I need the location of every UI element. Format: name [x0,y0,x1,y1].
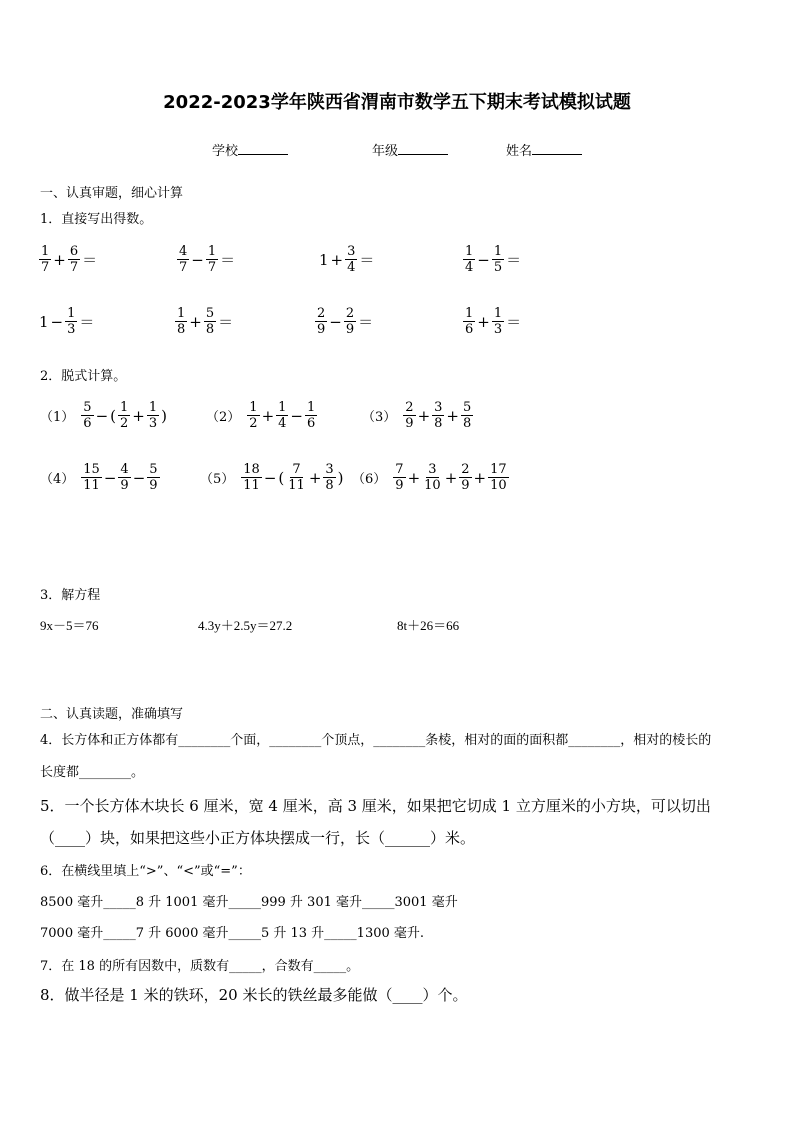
step-calc-2: （2） $\frac{1}{2}$ + $\frac{1}{4}$ − $\frac{1}{6}$ [206,400,316,431]
calc-2-1: 1 − $\frac{1}{3}$ ＝ [39,306,95,337]
school-field[interactable] [212,140,288,159]
question-7: 7．在 18 的所有因数中，质数有_____，合数有_____。 [40,959,360,974]
fraction: $\frac{1}{4}$ [465,244,474,275]
section-2-heading: 二、认真读题，准确填写 [40,707,184,722]
page-title: 2022-2023学年陕西省渭南市数学五下期末考试模拟试题 [163,92,631,113]
name-field[interactable] [506,140,582,159]
fraction: $\frac{1}{7}$ [207,244,217,275]
calc-2-4: $\frac{1}{6}$ + $\frac{1}{3}$ ＝ [465,306,522,337]
calc-2-3: $\frac{2}{9}$ − $\frac{2}{9}$ ＝ [317,306,374,337]
calc-1-1: $\frac{1}{7}$ + $\frac{6}{7}$ ＝ [41,244,98,275]
equation-2: 4.3y＋2.5y＝27.2 [198,618,293,633]
question-6-row-1: 8500 毫升_____8 升 1001 毫升_____999 升 301 毫升_____3001 毫升 [40,895,458,910]
question-6-row-2: 7000 毫升_____7 升 6000 毫升_____5 升 13 升_____1300 毫升. [40,926,425,941]
grade-field[interactable] [372,140,448,159]
step-calc-1: （1） $\frac{5}{6}$ − ( $\frac{1}{2}$ + $\frac{1}{3}$ ) [40,400,167,431]
calc-1-4: $\frac{1}{4}$ − $\frac{1}{5}$ ＝ [465,244,522,275]
grade-label: 年级 [372,144,399,159]
fraction: $\frac{1}{3}$ [67,306,76,337]
step-calc-6: （6） $\frac{7}{9}$ + $\frac{3}{10}$ + $\frac{2}{9}$ + $\frac{17}{10}$ [352,462,507,493]
question-1: 1．直接写出得数。 [40,212,153,227]
fraction: $\frac{5}{8}$ [205,306,215,337]
question-5-line-1: 5．一个长方体木块长 6 厘米，宽 4 厘米，高 3 厘米，如果把它切成 1 立方厘米的小方块，可以切出 [40,797,711,815]
calc-2-2: $\frac{1}{8}$ + $\frac{5}{8}$ ＝ [177,306,234,337]
fraction: $\frac{2}{9}$ [345,306,355,337]
fraction: $\frac{4}{7}$ [179,244,188,275]
calc-1-2: $\frac{4}{7}$ − $\frac{1}{7}$ ＝ [179,244,236,275]
question-6: 6．在横线里填上“>”、“<”或“=”： [40,864,251,879]
question-3: 3．解方程 [40,588,101,603]
fraction: $\frac{2}{9}$ [317,306,326,337]
question-5-line-2: （____）块，如果把这些小正方体块摆成一行，长（______）米。 [40,829,476,847]
fraction: $\frac{1}{7}$ [41,244,50,275]
calc-1-3: 1 + $\frac{3}{4}$ ＝ [319,244,375,275]
school-label: 学校 [212,144,239,159]
fraction: $\frac{1}{3}$ [493,306,503,337]
question-2: 2．脱式计算。 [40,369,127,384]
step-calc-3: （3） $\frac{2}{9}$ + $\frac{3}{8}$ + $\frac{5}{8}$ [362,400,472,431]
step-calc-5: （5） $\frac{18}{11}$ − ( $\frac{7}{11}$ + $\frac{3}{8}$ ) [200,462,344,493]
fraction: $\frac{3}{4}$ [347,244,356,275]
step-calc-4: （4） $\frac{15}{11}$ − $\frac{4}{9}$ − $\frac{5}{9}$ [40,462,158,493]
equation-3: 8t＋26＝66 [397,618,460,633]
name-blank[interactable] [532,141,582,155]
school-blank[interactable] [238,141,288,155]
question-4-line-1: 4．长方体和正方体都有________个面，________个顶点，________条棱，相对的面的面积都________，相对的棱长的 [40,733,712,748]
fraction: $\frac{1}{6}$ [465,306,474,337]
section-1-heading: 一、认真审题，细心计算 [40,186,184,201]
question-4-line-2: 长度都________。 [40,765,145,780]
fraction: $\frac{6}{7}$ [69,244,79,275]
equation-1: 9x－5＝76 [40,618,99,633]
grade-blank[interactable] [398,141,448,155]
fraction: $\frac{1}{8}$ [177,306,186,337]
fraction: $\frac{1}{5}$ [493,244,503,275]
question-8: 8．做半径是 1 米的铁环，20 米长的铁丝最多能做（____）个。 [40,986,468,1004]
name-label: 姓名 [506,144,533,159]
